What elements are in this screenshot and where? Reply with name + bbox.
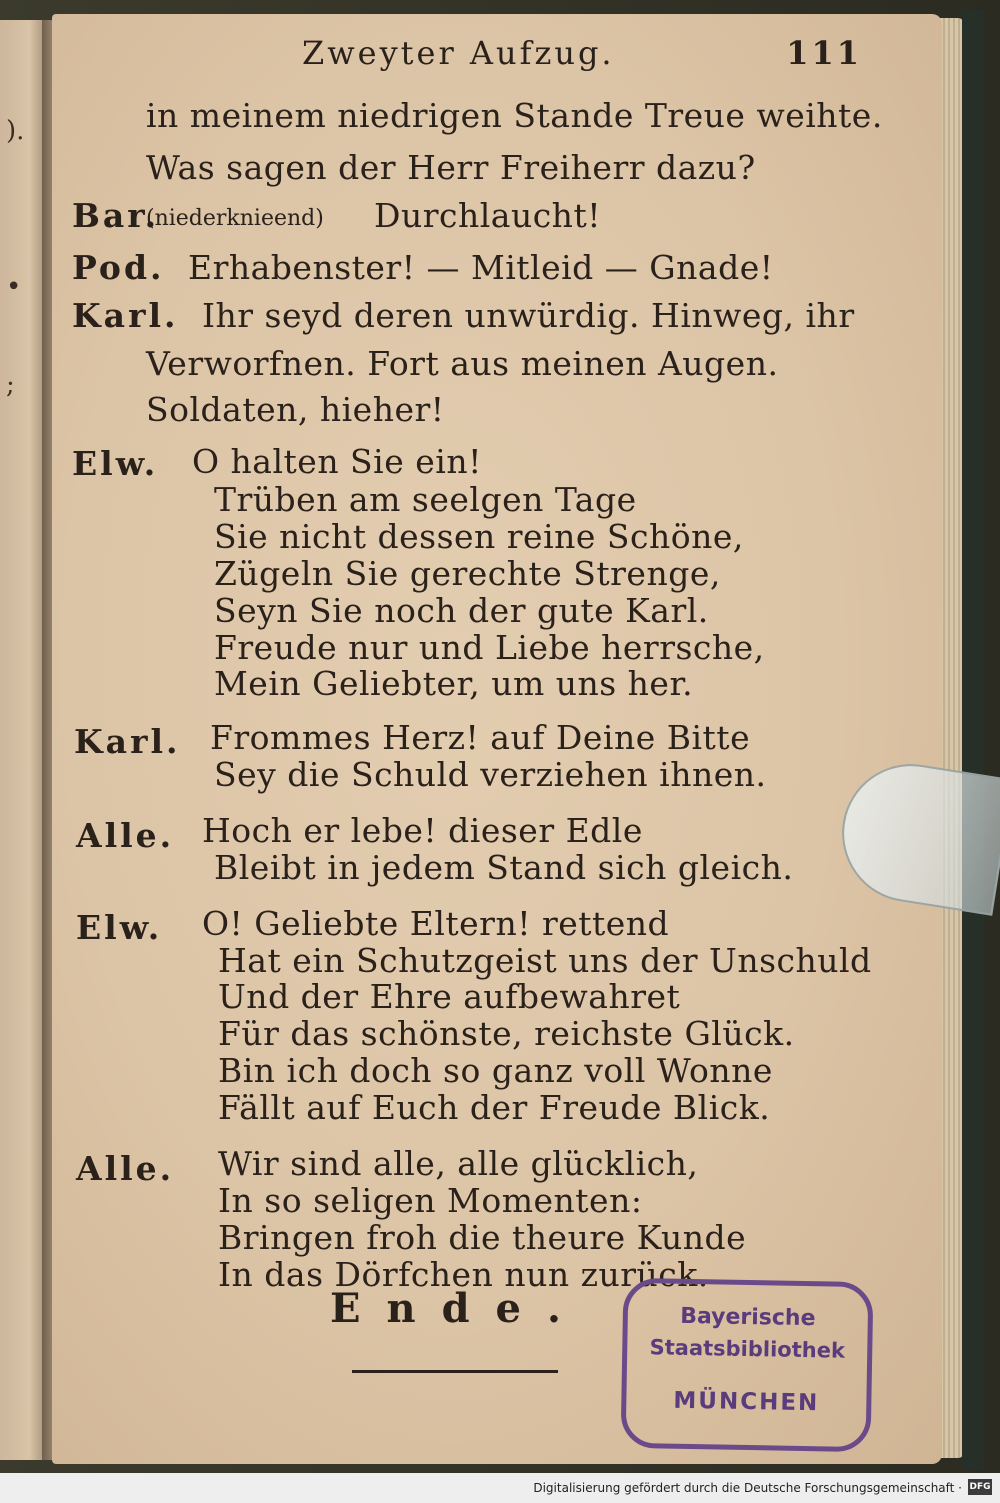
left-page-mark: •	[6, 272, 22, 302]
dfg-logo: DFG	[968, 1479, 992, 1495]
verse-line: Wir sind alle, alle glücklich,	[218, 1144, 699, 1183]
stamp-line: Bayerische	[679, 1303, 816, 1332]
verse-line: Fällt auf Euch der Freude Blick.	[218, 1088, 771, 1127]
speaker-label: Bar.	[72, 196, 160, 235]
verse-line: Bleibt in jedem Stand sich gleich.	[214, 848, 794, 887]
verse-line: Bringen froh die theure Kunde	[218, 1218, 747, 1257]
library-stamp	[621, 1278, 874, 1452]
verse-line: Für das schönste, reichste Glück.	[218, 1014, 795, 1053]
left-page-mark: ;	[6, 370, 15, 400]
speaker-label: Alle.	[76, 816, 175, 855]
verse-line: In so seligen Momenten:	[218, 1181, 643, 1220]
speaker-label: Elw.	[72, 444, 159, 483]
verse-line: O! Geliebte Eltern! rettend	[202, 904, 670, 943]
verse-line: Seyn Sie noch der gute Karl.	[214, 591, 709, 630]
speaker-label: Pod.	[72, 248, 165, 287]
verse-line: Hoch er lebe! dieser Edle	[202, 811, 643, 850]
dialogue-line: Soldaten, hieher!	[146, 390, 445, 429]
dialogue-line: in meinem niedrigen Stande Treue weihte.	[146, 96, 883, 135]
verse-line: Trüben am seelgen Tage	[214, 480, 637, 519]
digitization-footer	[0, 1473, 1000, 1503]
stamp-line: MÜNCHEN	[673, 1387, 820, 1417]
verse-line: Sie nicht dessen reine Schöne,	[214, 517, 744, 556]
running-header	[302, 28, 862, 76]
dialogue-line: Was sagen der Herr Freiherr dazu?	[146, 148, 756, 187]
stage-direction: (niederknieend)	[146, 206, 324, 231]
dialogue-line: Durchlaucht!	[374, 196, 601, 235]
verse-line: Bin ich doch so ganz voll Wonne	[218, 1051, 773, 1090]
footer-text: Digitalisierung gefördert durch die Deutsche Forschungsgemeinschaft ·	[533, 1481, 962, 1495]
verse-line: Hat ein Schutzgeist uns der Unschuld	[218, 941, 872, 980]
verse-line: O halten Sie ein!	[192, 442, 482, 481]
speaker-label: Karl.	[72, 296, 179, 335]
end-rule	[352, 1370, 558, 1373]
verse-line: Und der Ehre aufbewahret	[218, 977, 681, 1016]
verse-line: Sey die Schuld verziehen ihnen.	[214, 755, 767, 794]
book-cover-edge	[962, 10, 984, 1470]
verse-line: Freude nur und Liebe herrsche,	[214, 628, 765, 667]
stamp-line: Staatsbibliothek	[649, 1335, 846, 1363]
verse-line: In das Dörfchen nun zurück.	[218, 1255, 709, 1294]
left-page-sliver	[0, 20, 45, 1460]
running-title: Zweyter Aufzug.	[302, 34, 615, 72]
speaker-label: Elw.	[76, 908, 163, 947]
speaker-label: Alle.	[76, 1149, 175, 1188]
book-page	[52, 14, 942, 1464]
left-page-mark: ).	[6, 116, 25, 146]
verse-line: Frommes Herz! auf Deine Bitte	[210, 718, 751, 757]
verse-line: Zügeln Sie gerechte Strenge,	[214, 554, 721, 593]
ende-label: Ende.	[330, 1285, 587, 1332]
page-number: 111	[786, 34, 862, 72]
dialogue-line: Erhabenster! — Mitleid — Gnade!	[188, 248, 774, 287]
dialogue-line: Ihr seyd deren unwürdig. Hinweg, ihr	[202, 296, 855, 335]
verse-line: Mein Geliebter, um uns her.	[214, 664, 694, 703]
dialogue-line: Verworfnen. Fort aus meinen Augen.	[146, 344, 779, 383]
speaker-label: Karl.	[74, 722, 181, 761]
